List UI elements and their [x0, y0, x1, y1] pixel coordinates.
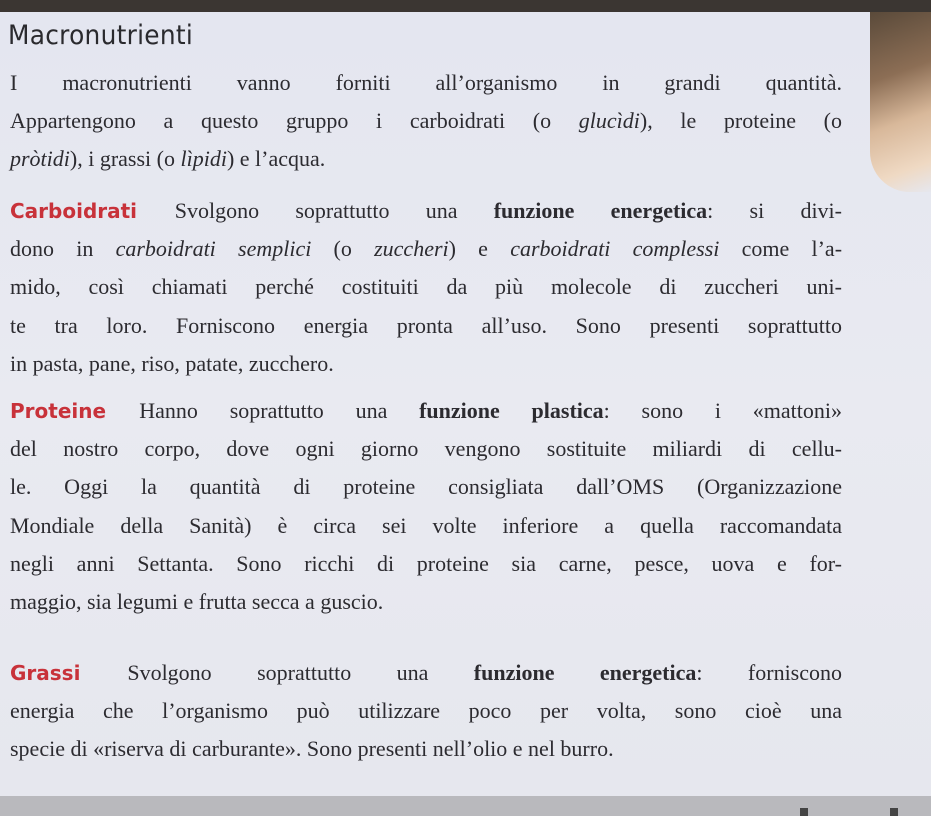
- photo-fragment: [870, 12, 931, 192]
- text-run: ), i grassi (o: [69, 146, 181, 171]
- text-run: dono in: [10, 236, 116, 261]
- paragraph-carboidrati-line: [10, 313, 842, 339]
- italic-term: glucìdi: [578, 108, 640, 133]
- text-run: ) e: [448, 236, 511, 261]
- paragraph-proteine-line: [10, 589, 842, 615]
- italic-term: pròtidi: [10, 146, 70, 171]
- edge-mark: [890, 808, 898, 816]
- text-run: Hanno soprattutto una: [139, 398, 420, 423]
- paragraph-proteine-line: [10, 551, 842, 577]
- text-run: come l’a-: [719, 236, 843, 261]
- paragraph-carboidrati-line: [10, 274, 842, 300]
- text-run: energia che l’organismo può utilizzare poco per volta, sono cioè una: [10, 698, 842, 723]
- paragraph-carboidrati-line: [10, 198, 842, 224]
- text-run: : forniscono: [696, 660, 843, 685]
- paragraph-grassi-line: [10, 660, 842, 686]
- italic-term: carboidrati complessi: [510, 236, 720, 261]
- text-run: del nostro corpo, dove ogni giorno vengono sostituite miliardi di cellu-: [10, 436, 842, 461]
- section-title: Macronutrienti: [8, 20, 194, 51]
- text-run: negli anni Settanta. Sono ricchi di proteine sia carne, pesce, uova e for-: [10, 551, 842, 576]
- section-heading: Proteine: [10, 399, 140, 423]
- paragraph-proteine-line: [10, 513, 842, 539]
- text-run: maggio, sia legumi e frutta secca a guscio.: [10, 589, 384, 614]
- text-run: le. Oggi la quantità di proteine consigliata dall’OMS (Organizzazione: [10, 474, 842, 499]
- italic-term: lìpidi: [180, 146, 227, 171]
- text-run: te tra loro. Forniscono energia pronta all’uso. Sono presenti soprattutto: [10, 313, 842, 338]
- text-run: in pasta, pane, riso, patate, zucchero.: [10, 351, 334, 376]
- text-run: Svolgono soprattutto una: [174, 198, 494, 223]
- paragraph-proteine-line: [10, 436, 842, 462]
- paragraph-intro-line: [10, 146, 842, 172]
- paragraph-grassi-line: [10, 736, 842, 762]
- bold-text: funzione energetica: [493, 198, 708, 223]
- text-run: mido, così chiamati perché costituiti da più molecole di zuccheri uni-: [10, 274, 842, 299]
- text-run: I macronutrienti vanno forniti all’organismo in grandi quantità.: [10, 70, 842, 95]
- bold-text: funzione plastica: [419, 398, 604, 423]
- paragraph-intro-line: [10, 70, 842, 96]
- text-run: Mondiale della Sanità) è circa sei volte inferiore a quella raccomandata: [10, 513, 842, 538]
- text-run: (o: [311, 236, 375, 261]
- text-run: : sono i «mattoni»: [603, 398, 842, 423]
- paragraph-proteine-line: [10, 398, 842, 424]
- paragraph-grassi-line: [10, 698, 842, 724]
- paragraph-intro-line: [10, 108, 842, 134]
- text-run: : si divi-: [707, 198, 842, 223]
- edge-mark: [800, 808, 808, 816]
- text-run: Appartengono a questo gruppo i carboidrati (o: [10, 108, 579, 133]
- paragraph-proteine-line: [10, 474, 842, 500]
- text-run: Svolgono soprattutto una: [127, 660, 474, 685]
- section-heading: Carboidrati: [10, 199, 175, 223]
- paragraph-carboidrati-line: [10, 236, 842, 262]
- text-run: ) e l’acqua.: [226, 146, 326, 171]
- italic-term: zuccheri: [374, 236, 449, 261]
- text-run: specie di «riserva di carburante». Sono presenti nell’olio e nel burro.: [10, 736, 614, 761]
- bold-text: funzione energetica: [473, 660, 697, 685]
- italic-term: carboidrati semplici: [115, 236, 312, 261]
- page-bottom-edge: [0, 796, 931, 816]
- section-heading: Grassi: [10, 661, 128, 685]
- paragraph-carboidrati-line: [10, 351, 842, 377]
- text-run: ), le proteine (o: [639, 108, 843, 133]
